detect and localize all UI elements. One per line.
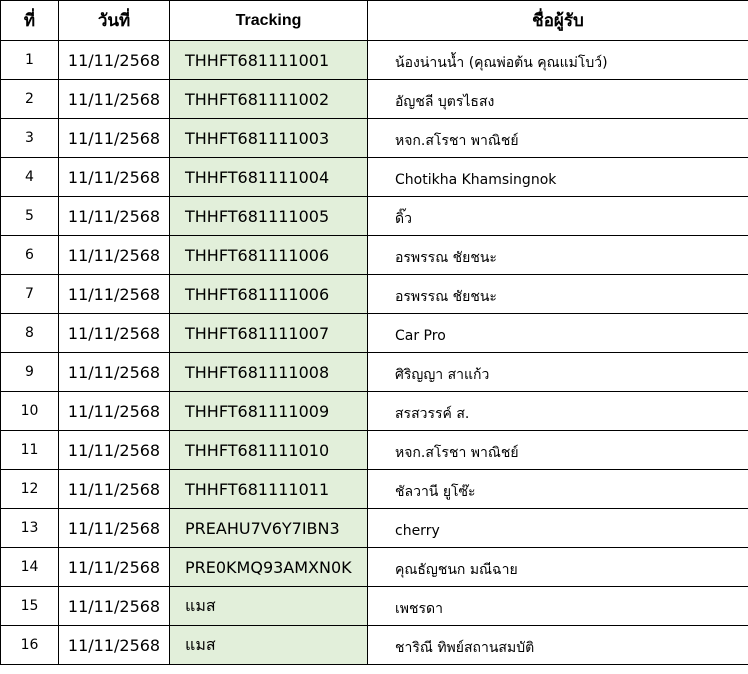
tracking-cell: แมส (170, 587, 368, 626)
recipient-name-cell: cherry (368, 509, 748, 548)
tracking-cell: THHFT681111002 (170, 80, 368, 119)
date-cell: 11/11/2568 (59, 392, 170, 431)
table-row (1, 236, 748, 275)
header-no: ที่ (1, 1, 59, 41)
date-cell: 11/11/2568 (59, 41, 170, 80)
recipient-name-cell: ศิริญญา สาแก้ว (368, 353, 748, 392)
table-row (1, 509, 748, 548)
recipient-name-cell: หจก.สโรชา พาณิชย์ (368, 119, 748, 158)
date-cell: 11/11/2568 (59, 314, 170, 353)
tracking-cell: THHFT681111007 (170, 314, 368, 353)
row-number-cell: 13 (1, 509, 59, 548)
row-number-cell: 15 (1, 587, 59, 626)
header-tracking: Tracking (170, 1, 368, 41)
recipient-name-cell: ชัลวานี ยูโซ๊ะ (368, 470, 748, 509)
row-number-cell: 14 (1, 548, 59, 587)
table-row (1, 41, 748, 80)
row-number-cell: 2 (1, 80, 59, 119)
row-number-cell: 12 (1, 470, 59, 509)
row-number-cell: 16 (1, 626, 59, 665)
date-cell: 11/11/2568 (59, 158, 170, 197)
recipient-name-cell: อรพรรณ ชัยชนะ (368, 275, 748, 314)
date-cell: 11/11/2568 (59, 587, 170, 626)
row-number-cell: 1 (1, 41, 59, 80)
header-row (1, 1, 748, 41)
row-number-cell: 6 (1, 236, 59, 275)
table-body (1, 41, 748, 665)
date-cell: 11/11/2568 (59, 626, 170, 665)
recipient-name-cell: อรพรรณ ชัยชนะ (368, 236, 748, 275)
table-row (1, 392, 748, 431)
table-row (1, 275, 748, 314)
tracking-cell: THHFT681111004 (170, 158, 368, 197)
table-row (1, 119, 748, 158)
table-row (1, 80, 748, 119)
tracking-cell: THHFT681111003 (170, 119, 368, 158)
tracking-cell: PRE0KMQ93AMXN0K (170, 548, 368, 587)
date-cell: 11/11/2568 (59, 353, 170, 392)
row-number-cell: 11 (1, 431, 59, 470)
date-cell: 11/11/2568 (59, 548, 170, 587)
recipient-name-cell: อัญชลี บุตรไธสง (368, 80, 748, 119)
row-number-cell: 8 (1, 314, 59, 353)
date-cell: 11/11/2568 (59, 197, 170, 236)
row-number-cell: 3 (1, 119, 59, 158)
tracking-cell: THHFT681111006 (170, 275, 368, 314)
table-row (1, 353, 748, 392)
date-cell: 11/11/2568 (59, 431, 170, 470)
table-row (1, 158, 748, 197)
date-cell: 11/11/2568 (59, 119, 170, 158)
tracking-cell: แมส (170, 626, 368, 665)
tracking-cell: THHFT681111010 (170, 431, 368, 470)
date-cell: 11/11/2568 (59, 509, 170, 548)
date-cell: 11/11/2568 (59, 80, 170, 119)
tracking-cell: THHFT681111005 (170, 197, 368, 236)
table-row (1, 470, 748, 509)
row-number-cell: 7 (1, 275, 59, 314)
recipient-name-cell: Car Pro (368, 314, 748, 353)
tracking-cell: THHFT681111001 (170, 41, 368, 80)
table-row (1, 314, 748, 353)
header-recipient-name: ชื่อผู้รับ (368, 1, 748, 41)
table-row (1, 548, 748, 587)
table-row (1, 587, 748, 626)
row-number-cell: 9 (1, 353, 59, 392)
header-date: วันที่ (59, 1, 170, 41)
table-row (1, 626, 748, 665)
table-row (1, 197, 748, 236)
tracking-cell: THHFT681111011 (170, 470, 368, 509)
tracking-cell: THHFT681111006 (170, 236, 368, 275)
tracking-cell: THHFT681111008 (170, 353, 368, 392)
recipient-name-cell: ดิ๊ว (368, 197, 748, 236)
recipient-name-cell: สรสวรรค์ ส. (368, 392, 748, 431)
recipient-name-cell: Chotikha Khamsingnok (368, 158, 748, 197)
recipient-name-cell: เพชรดา (368, 587, 748, 626)
tracking-cell: THHFT681111009 (170, 392, 368, 431)
row-number-cell: 5 (1, 197, 59, 236)
date-cell: 11/11/2568 (59, 236, 170, 275)
recipient-name-cell: ชาริณี ทิพย์สถานสมบัติ (368, 626, 748, 665)
recipient-name-cell: หจก.สโรชา พาณิชย์ (368, 431, 748, 470)
row-number-cell: 10 (1, 392, 59, 431)
date-cell: 11/11/2568 (59, 275, 170, 314)
recipient-name-cell: น้องน่านน้ำ (คุณพ่อต้น คุณแม่โบว์) (368, 41, 748, 80)
table-row (1, 431, 748, 470)
row-number-cell: 4 (1, 158, 59, 197)
recipient-name-cell: คุณธัญชนก มณีฉาย (368, 548, 748, 587)
tracking-cell: PREAHU7V6Y7IBN3 (170, 509, 368, 548)
date-cell: 11/11/2568 (59, 470, 170, 509)
